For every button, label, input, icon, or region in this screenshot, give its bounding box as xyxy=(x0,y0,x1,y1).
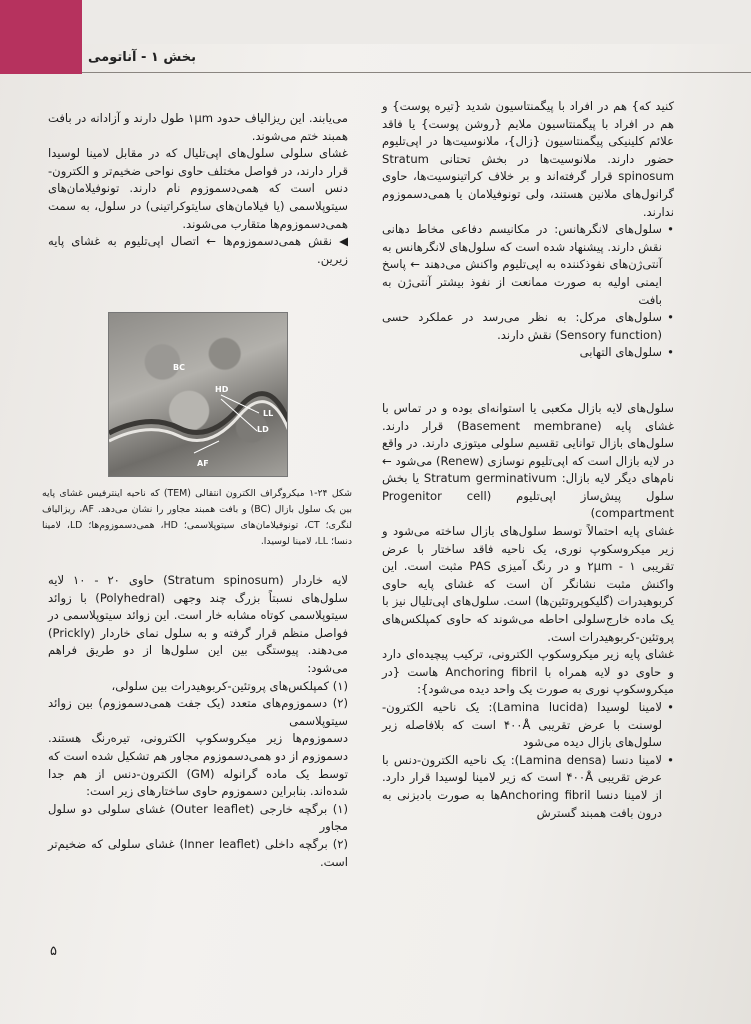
left-column-bottom xyxy=(48,572,348,871)
langerhans-bullet: • سلول‌های لانگرهانس: در مکانیسم دفاعی مخاط دهانی نقش دارند. پیشنهاد شده است که سلول‌های لانگرهانس به آنتی‌ژن‌های نفوذکننده به اپی‌تلیوم واکنش می‌دهند ← پاسخ ایمنی اولیه به صورت ممانعت از نفوذ بیشتر آنتی‌ژن به بافت xyxy=(382,221,674,309)
merkel-bullet: • سلول‌های مرکل: به نظر می‌رسد در عملکرد حسی (Sensory function) نقش دارند. xyxy=(382,309,674,344)
basal-layer-paragraph: سلول‌های لایه بازال مکعبی یا استوانه‌ای بوده و در تماس با غشای پایه (Basement membrane) قرار دارند. سلول‌های بازال توانایی تقسیم سلولی میتوزی دارند. در واقع در لایه بازال است که اپی‌تلیوم نوسازی (Renew) می‌شود ← نام‌های دیگر لایه بازال: Stratum germinativum یا بخش سلول پیش‌ساز اپی‌تلیوم (Progenitor cell compartment) xyxy=(382,400,675,521)
figure-label-hd: HD xyxy=(215,385,229,394)
figure-label-bc: BC xyxy=(173,363,185,372)
left-column-top xyxy=(48,110,348,268)
list-item: (۲) برگچه داخلی (Inner leaflet) غشای سلولی که ضخیم‌تر است. xyxy=(48,836,349,869)
figure-caption: شکل ۲۴-۱ میکروگراف الکترون انتقالی (TEM) که ناحیه اینترفیس غشای پایه بین یک سلول بازال (BC) و بافت همبند مجاور را نشان می‌دهد. AF، ریزالیاف لنگری؛ CT، تونوفیلامان‌های سیتوپلاسمی؛ HD، همی‌دسموزوم‌ها؛ LD، لامینا دنسا؛ LL، لامینا لوسیدا. xyxy=(42,488,352,547)
lamina-densa-bullet: • لامینا دنسا (Lamina densa): یک ناحیه الکترون-دنس با عرض تقریبی ۴۰۰Å است که زیر لامینا لوسیدا قرار دارد. از لامینا دنسا Anchoring fibril‌ها به صورت بادبزنی به درون بافت همبند گسترش xyxy=(382,752,674,822)
header-bar xyxy=(82,0,751,44)
hemidesmosome-paragraph: غشای سلولی سلول‌های اپی‌تلیال که در مقابل لامینا لوسیدا قرار دارند، در فواصل مختلف حاوی نواحی ضخیم‌تر و الکترون- دنس است که همی‌دسموزوم نام دارند. تونوفیلامان‌های سیتوپلاسمی (یا فیلامان‌های سایتوکراتینی) در سلول، به سمت همی‌دسموزوم‌ها متقارب می‌شوند. xyxy=(48,146,348,231)
basement-membrane-paragraph: غشای پایه احتمالاً توسط سلول‌های بازال ساخته می‌شود و زیر میکروسکوپ نوری، یک ناحیه فاقد ساختار با عرض تقریبی ۲μm - ۱ و در رنگ آمیزی PAS مثبت است. این واکنش مثبت نشانگر آن است که غشای پایه حاوی کربوهیدرات (گلیکوپروتئین‌ها) است. سلول‌های اپی‌تلیال نیز با یک ماده خارج‌سلولی احاطه می‌شوند که حاوی کمپلکس‌های پروتئین-کربوهیدرات است. xyxy=(382,524,675,644)
micrograph-overlay xyxy=(109,313,288,477)
pointer-line xyxy=(194,441,219,453)
desmosome-paragraph: دسموزوم‌ها زیر میکروسکوپ الکترونی، تیره‌رنگ هستند. دسموزوم از دو همی‌دسموزوم مجاور هم تشکیل شده است که توسط یک ماده گرانوله (GM) الکترون-دنس از هم جدا شده‌اند. بنابراین دسموزوم حاوی ساختارهای زیر است: xyxy=(48,731,349,799)
em-structure-paragraph: غشای پایه زیر میکروسکوپ الکترونی، ترکیب پیچیده‌ای دارد و حاوی دو لایه همراه با Anchoring fibril هاست {در میکروسکوپ نوری به صورت یک واحد دیده می‌شود}: xyxy=(382,647,674,697)
fibril-paragraph: می‌یابند. این ریزالیاف حدود ۱μm طول دارند و آزادانه در بافت همبند ختم می‌شوند. xyxy=(48,111,348,143)
lamina-lucida-bullet: • لامینا لوسیدا (Lamina lucida): یک ناحیه الکترون-لوسنت با عرض تقریبی ۴۰۰Å است که بلافاصله زیر سلول‌های بازال دیده می‌شود xyxy=(382,699,674,752)
chapter-color-tab xyxy=(0,0,82,74)
hemidesmosome-role: ◀ نقش همی‌دسموزوم‌ها ← اتصال اپی‌تلیوم به غشای پایه زیرین. xyxy=(48,234,348,266)
running-header-title: بخش ۱ - آناتومی xyxy=(88,50,196,65)
list-item: (۱) برگچه خارجی (Outer leaflet) غشای سلولی دو سلول مجاور xyxy=(48,801,348,834)
header-rule xyxy=(82,72,751,73)
page-number: ۵ xyxy=(50,944,57,959)
figure-label-ld: LD xyxy=(257,425,269,434)
figure-label-ll: LL xyxy=(263,409,274,418)
list-item: (۲) دسموزوم‌های متعدد (یک جفت همی‌دسموزوم) بین زوائد سیتوپلاسمی xyxy=(48,696,348,728)
right-column xyxy=(382,98,674,822)
inflammatory-bullet: • سلول‌های التهابی xyxy=(382,344,674,362)
list-item: (۱) کمپلکس‌های پروتئین-کربوهیدرات بین سلولی، xyxy=(111,678,348,693)
melanocyte-paragraph: کنید که} هم در افراد با پیگمنتاسیون شدید {تیره پوست} و هم در افراد با پیگمنتاسیون ملایم {روشن پوست} یا فاقد علائم کلینیکی پیگمنتاسیون {زال}، ملانوسیت‌ها در اپی‌تلیوم حضور دارند. ملانوسیت‌ها در بخش تحتانی Stratum spinosum قرار گرفته‌اند و بر خلاف کراتینوسیت‌ها، حاوی گرانول‌های ملانین هستند، ولی تونوفیلامان یا همی‌دسموزوم ندارند. xyxy=(382,99,674,219)
spinosum-paragraph: لایه خاردار (Stratum spinosum) حاوی ۲۰ - ۱۰ لایه سلول‌های نسبتاً بزرگ چند وجهی (Polyhedral) با زوائد سیتوپلاسمی کوتاه مشابه خار است. این زوائد سیتوپلاسمی در فواصل منظم قرار گرفته و به سلول نمای خاردار (Prickly) می‌دهند. پیوستگی بین این سلول‌ها از دو طریق فراهم می‌شود: xyxy=(48,573,349,675)
tem-micrograph-figure xyxy=(108,312,288,477)
figure-label-af: AF xyxy=(197,459,209,468)
